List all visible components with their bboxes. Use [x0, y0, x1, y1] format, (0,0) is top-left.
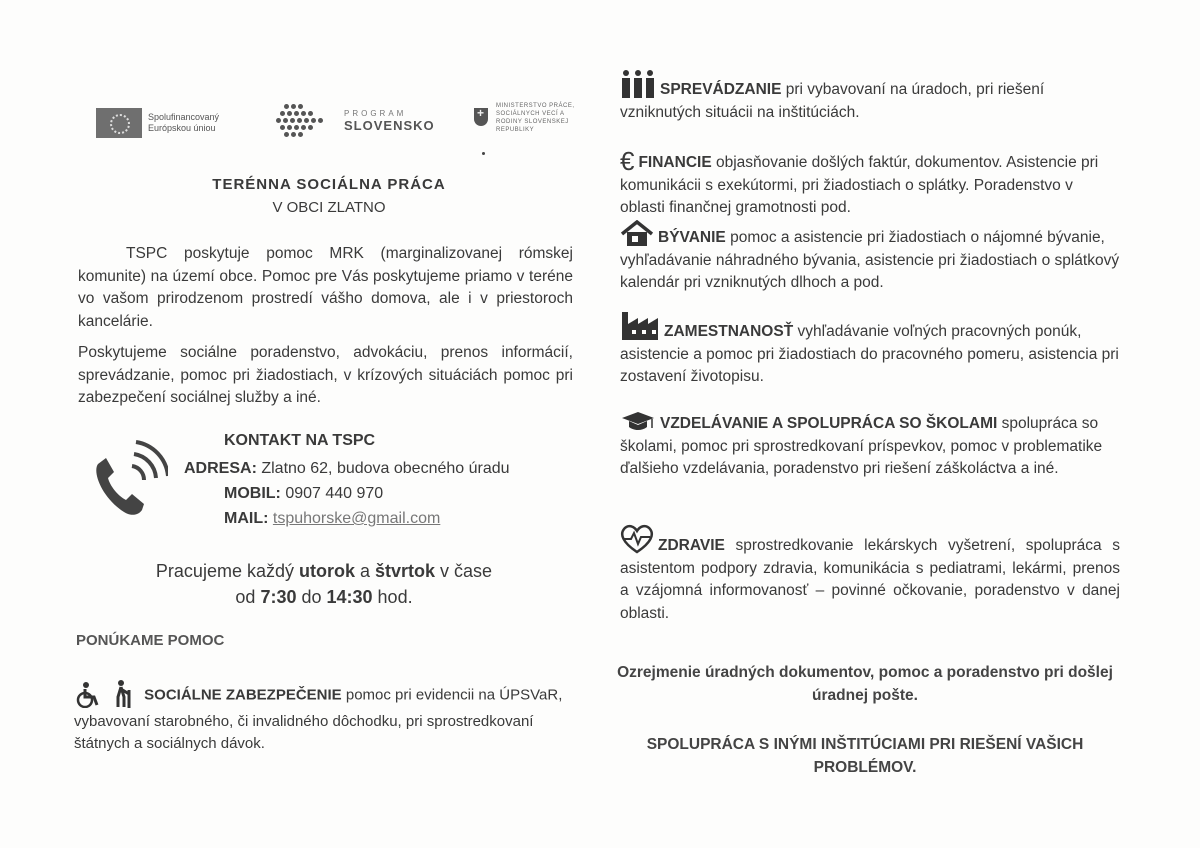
- hours-from-pre: od: [235, 587, 261, 607]
- mobile-label: MOBIL:: [224, 485, 281, 502]
- service-health: [620, 524, 1120, 625]
- contact-block: [88, 432, 568, 532]
- heart-pulse-icon: [620, 524, 654, 554]
- factory-icon: [620, 310, 660, 340]
- hours-post: v čase: [435, 561, 493, 581]
- page-title: TERÉNNA SOCIÁLNA PRÁCA: [212, 176, 446, 193]
- ministry-logo-text: MINISTERSTVO PRÁCE, SOCIÁLNYCH VECÍ A RODINY SLOVENSKEJ REPUBLIKY: [496, 103, 575, 133]
- program-dot: [308, 125, 313, 130]
- education-text: spolupráca so školami, pomoc pri sprostredkovaní príspevkov, pomoc v problematike ďalšieho vzdelávania, poradenstvo pri riešení záškoláctva a iné.: [620, 415, 1103, 477]
- ministry-logo: [474, 102, 586, 134]
- housing-text: pomoc a asistencie pri žiadostiach o nájomné bývanie, vyhľadávanie náhradného bývania, asistencie pri žiadostiach o splátkový kalendár pri vzniknutých dlhoch a pod.: [620, 229, 1120, 291]
- contact-address: [184, 460, 510, 478]
- employment-label: ZAMESTNANOSŤ: [664, 323, 794, 340]
- social-label: SOCIÁLNE ZABEZPEČENIE: [144, 686, 342, 704]
- euro-icon: €: [620, 146, 635, 176]
- mail-link[interactable]: tspuhorske@gmail.com: [272, 510, 441, 527]
- program-dots-icon: [276, 104, 338, 138]
- eu-logo-text: Spolufinancovaný Európskou úniou: [148, 112, 220, 133]
- program-logo-big: SLOVENSKO: [344, 118, 435, 133]
- mail-label: MAIL:: [224, 510, 269, 527]
- program-dot: [318, 118, 323, 123]
- escort-label: SPREVÁDZANIE: [660, 81, 782, 98]
- program-logo-small: PROGRAM: [344, 109, 407, 118]
- hours-day2: štvrtok: [375, 561, 436, 581]
- service-finance: [620, 146, 1120, 220]
- page-subtitle: V OBCI ZLATNO: [272, 199, 386, 216]
- service-housing: [620, 220, 1120, 295]
- program-dot: [287, 111, 292, 116]
- hours-from: 7:30: [260, 587, 297, 607]
- program-dot: [284, 132, 289, 137]
- hours-to-pre: do: [296, 587, 327, 607]
- escort-text: pri vybavovaní na úradoch, pri riešení vzniknutých situácii na inštitúciách.: [620, 81, 1045, 121]
- service-escort: [620, 70, 1120, 124]
- hours-mid: a: [354, 561, 375, 581]
- program-dot: [301, 111, 306, 116]
- program-dot: [280, 125, 285, 130]
- program-dot: [291, 104, 296, 109]
- health-text: sprostredkovanie lekárskych vyšetrení, spolupráca s asistentom podpory zdravia, komunikácia s pediatrami, lekármi, prenos a vzájomná informovanosť – povinné očkovanie, poradenstvo v danej oblasti.: [620, 537, 1120, 622]
- program-dot: [284, 104, 289, 109]
- hours-day1: utorok: [298, 561, 355, 581]
- program-dot: [297, 118, 302, 123]
- eu-flag-icon: [96, 108, 142, 138]
- wheelchair-icon: [74, 682, 104, 708]
- service-education: [620, 410, 1120, 481]
- program-dot: [294, 125, 299, 130]
- program-dot: [304, 118, 309, 123]
- house-icon: [620, 220, 654, 246]
- offer-heading: PONÚKAME POMOC: [76, 632, 225, 649]
- coat-of-arms-icon: [474, 108, 488, 126]
- hours-to: 14:30: [326, 587, 373, 607]
- stray-dot: [482, 152, 485, 155]
- graduation-cap-icon: [620, 410, 656, 432]
- office-hours: [74, 558, 574, 610]
- contact-mobile: [224, 485, 383, 503]
- program-dot: [294, 111, 299, 116]
- phone-icon: [88, 440, 168, 520]
- finance-text: objasňovanie došlých faktúr, dokumentov. Asistencie pri komunikácii s exekútormi, pri žiadostiach o splátky. Poradenstvo v oblasti finančnej gramotnosti pod.: [620, 154, 1099, 216]
- service-employment: [620, 310, 1120, 389]
- program-dot: [276, 118, 281, 123]
- eu-logo: [96, 108, 248, 138]
- program-dot: [301, 125, 306, 130]
- program-dot: [287, 125, 292, 130]
- intro-paragraph-1: TSPC poskytuje pomoc MRK (marginalizovanej rómskej komunite) na území obce. Pomoc pre Vás poskytujeme priamo v teréne vo vašom prirodzenom prostredí vášho domova, ale i v priestoroch kancelárie.: [78, 245, 573, 330]
- hours-pre: Pracujeme každý: [155, 561, 299, 581]
- contact-mail: [224, 510, 440, 528]
- logo-bar: [96, 100, 596, 170]
- service-social: [74, 680, 574, 755]
- program-dot: [311, 118, 316, 123]
- intro-paragraph-2: Poskytujeme sociálne poradenstvo, advokáciu, prenos informácií, sprevádzanie, pomoc pri žiadostiach, v krízových situáciách pomoc pri zabezpečení sociálnej služby a iné.: [78, 344, 573, 406]
- finance-label: FINANCIE: [638, 154, 712, 171]
- program-dot: [280, 111, 285, 116]
- address-label: ADRESA:: [184, 460, 257, 477]
- social-text: pomoc pri evidencii na ÚPSVaR, vybavovaní starobného, či invalidného dôchodku, pri sprostredkovaní štátnych a sociálnych dávok.: [74, 686, 563, 752]
- program-dot: [291, 132, 296, 137]
- program-dot: [298, 132, 303, 137]
- program-slovensko-logo: [276, 104, 435, 138]
- program-dot: [290, 118, 295, 123]
- elderly-person-icon: [112, 680, 136, 708]
- housing-label: BÝVANIE: [658, 229, 726, 246]
- contact-title: KONTAKT NA TSPC: [224, 432, 376, 449]
- footer-note: Ozrejmenie úradných dokumentov, pomoc a poradenstvo pri došlej úradnej pošte.: [617, 664, 1113, 704]
- program-dot: [308, 111, 313, 116]
- mobile-value: 0907 440 970: [280, 485, 384, 502]
- program-dot: [283, 118, 288, 123]
- people-group-icon: [620, 70, 656, 98]
- footer-cooperation: SPOLUPRÁCA S INÝMI INŠTITÚCIAMI PRI RIEŠENÍ VAŠICH PROBLÉMOV.: [646, 736, 1084, 776]
- employment-text: vyhľadávanie voľných pracovných ponúk, asistencie a pomoc pri žiadostiach do pracovného pomeru, asistencia pri zostavení životopisu.: [620, 323, 1119, 385]
- address-value: Zlatno 62, budova obecného úradu: [256, 460, 510, 477]
- hours-unit: hod.: [372, 587, 413, 607]
- health-label: ZDRAVIE: [658, 537, 725, 554]
- education-label: VZDELÁVANIE A SPOLUPRÁCA SO ŠKOLAMI: [660, 415, 998, 432]
- program-dot: [298, 104, 303, 109]
